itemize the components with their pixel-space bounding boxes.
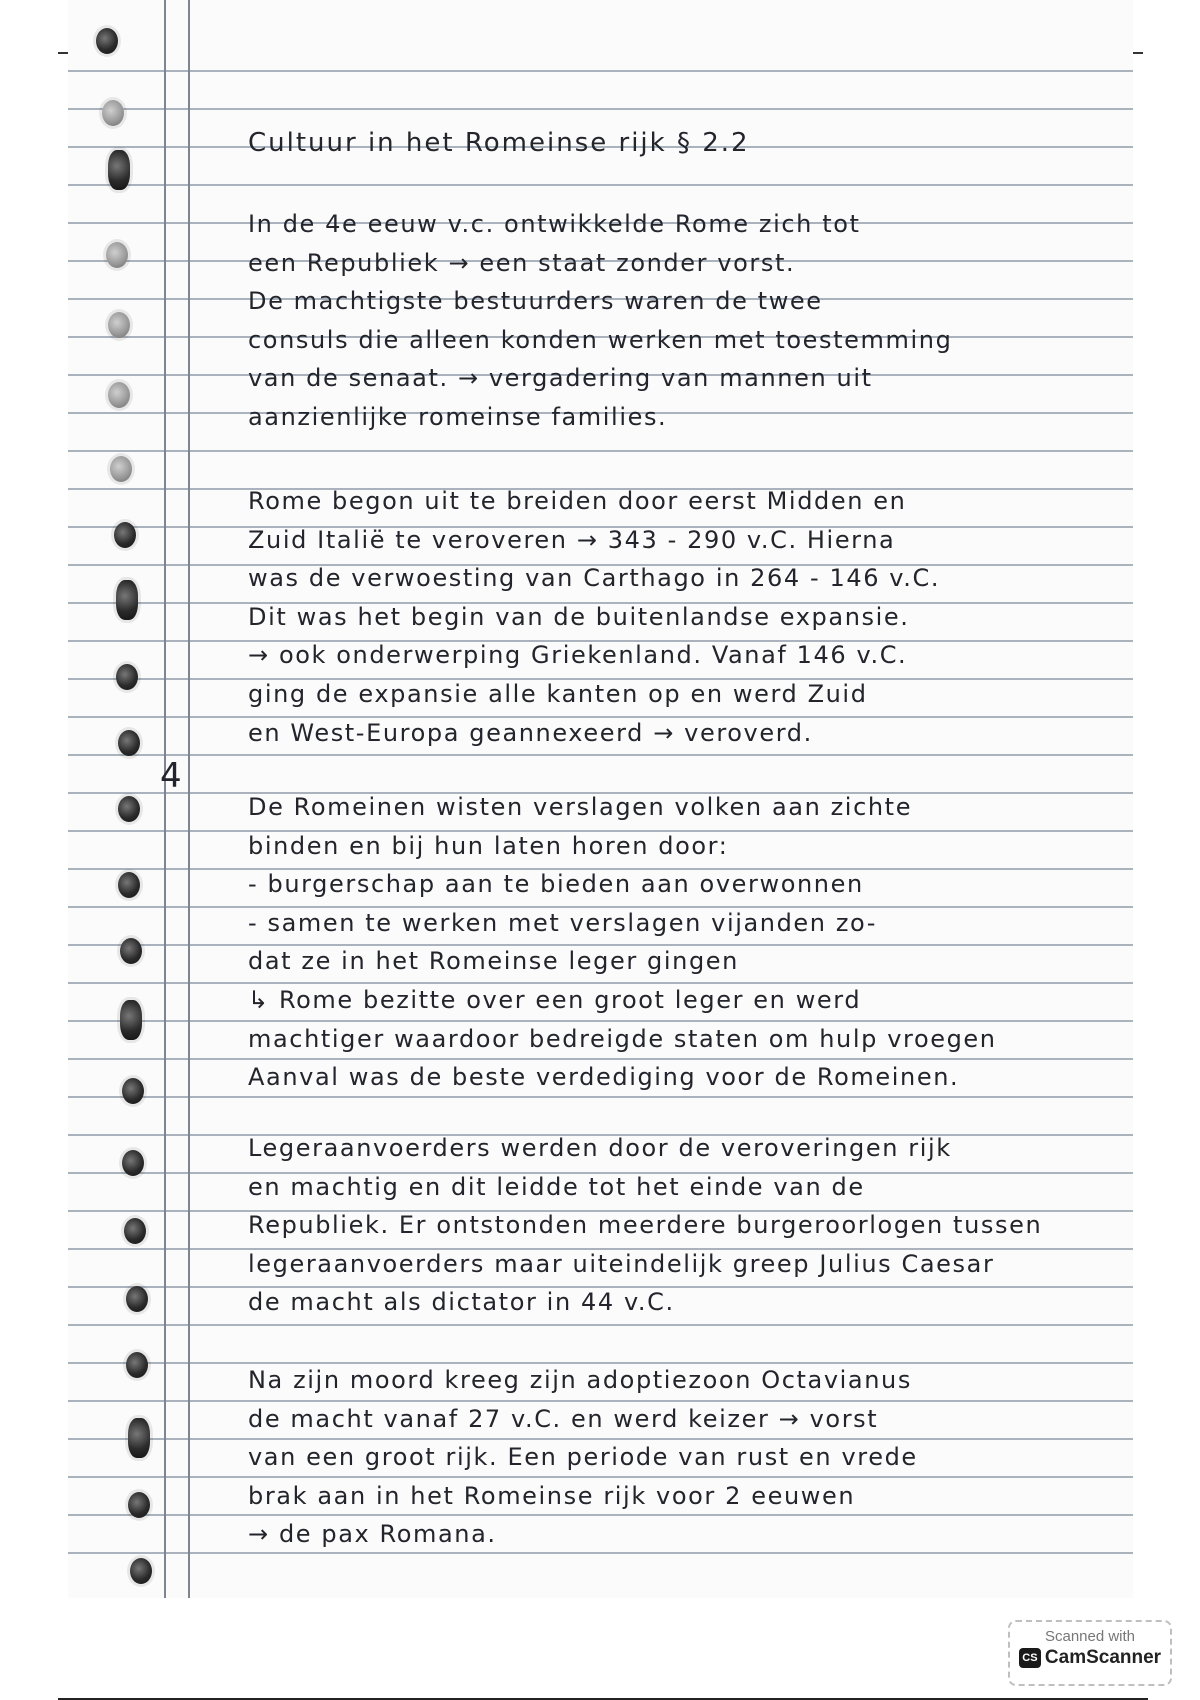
margin-mark: 4 xyxy=(160,756,182,796)
text-line: brak aan in het Romeinse rijk voor 2 eeuwen xyxy=(248,1481,856,1510)
text-line: - burgerschap aan te bieden aan overwonnen xyxy=(248,870,864,899)
text-line: legeraanvoerders maar uiteindelijk greep Julius Caesar xyxy=(248,1249,995,1278)
text-line: en machtig en dit leidde tot het einde van de xyxy=(248,1172,865,1201)
text-line: consuls die alleen konden werken met toestemming xyxy=(248,325,953,354)
text-line: ↳ Rome bezitte over een groot leger en werd xyxy=(248,985,862,1014)
rule-line xyxy=(68,184,1133,186)
binder-hole xyxy=(116,580,138,620)
rule-line xyxy=(68,70,1133,72)
text-line: machtiger waardoor bedreigde staten om hulp vroegen xyxy=(248,1024,997,1053)
text-line: van een groot rijk. Een periode van rust en vrede xyxy=(248,1443,918,1472)
margin-line xyxy=(188,0,190,1598)
binder-hole xyxy=(130,1558,152,1584)
text-line: In de 4e eeuw v.c. ontwikkelde Rome zich tot xyxy=(248,210,861,238)
margin-line xyxy=(164,0,166,1598)
binder-hole xyxy=(118,730,140,756)
binder-hole xyxy=(114,522,136,548)
stamp-brand xyxy=(1010,1647,1170,1669)
text-line: Dit was het begin van de buitenlandse expansie. xyxy=(248,602,910,631)
text-line: binden en bij hun laten horen door: xyxy=(248,831,729,860)
stamp-brand-name: CamScanner xyxy=(1044,1647,1162,1668)
text-line: Na zijn moord kreeg zijn adoptiezoon Octavianus xyxy=(248,1366,912,1394)
text-line: Rome begon uit te breiden door eerst Midden en xyxy=(248,487,907,515)
binder-hole xyxy=(108,312,130,338)
binder-hole xyxy=(118,796,140,822)
binder-hole xyxy=(116,664,138,690)
text-line: Republiek. Er ontstonden meerdere burgeroorlogen tussen xyxy=(248,1211,1043,1240)
text-line: - samen te werken met verslagen vijanden zo- xyxy=(248,908,878,937)
text-line: dat ze in het Romeinse leger gingen xyxy=(248,947,739,976)
edge-tick xyxy=(58,52,68,54)
text-line: en West-Europa geannexeerd → veroverd. xyxy=(248,718,813,747)
paragraph-5 xyxy=(248,1361,1111,1554)
camscanner-stamp xyxy=(1008,1620,1172,1686)
rule-line xyxy=(68,450,1133,452)
binder-hole xyxy=(128,1492,150,1518)
binder-hole xyxy=(118,872,140,898)
text-line: de macht als dictator in 44 v.C. xyxy=(248,1288,675,1317)
rule-line xyxy=(68,108,1133,110)
binder-hole xyxy=(102,100,124,126)
stamp-caption: Scanned with xyxy=(1044,1628,1136,1645)
text-line: De Romeinen wisten verslagen volken aan zichte xyxy=(248,793,913,821)
paragraph-1 xyxy=(248,205,1111,437)
binder-hole xyxy=(120,938,142,964)
text-line: de macht vanaf 27 v.C. en werd keizer → vorst xyxy=(248,1404,879,1433)
paragraph-2 xyxy=(248,482,1111,752)
text-line: Aanval was de beste verdediging voor de Romeinen. xyxy=(248,1063,960,1092)
text-line: De machtigste bestuurders waren de twee xyxy=(248,287,823,316)
binder-hole xyxy=(108,150,130,190)
binder-hole xyxy=(106,242,128,268)
text-line: van de senaat. → vergadering van mannen uit xyxy=(248,364,873,393)
text-line: een Republiek → een staat zonder vorst. xyxy=(248,248,796,277)
camscanner-logo-icon: CS xyxy=(1019,1648,1041,1668)
text-line: aanzienlijke romeinse families. xyxy=(248,402,668,431)
binder-hole xyxy=(126,1352,148,1378)
notebook-page xyxy=(68,0,1133,1598)
binder-hole xyxy=(96,28,118,54)
rule-line xyxy=(68,754,1133,756)
paragraph-3 xyxy=(248,788,1111,1097)
binder-hole xyxy=(122,1150,144,1176)
text-line: Legeraanvoerders werden door de veroveringen rijk xyxy=(248,1134,952,1162)
text-line: ging de expansie alle kanten op en werd Zuid xyxy=(248,679,868,708)
binder-hole xyxy=(126,1286,148,1312)
note-title: Cultuur in het Romeinse rijk § 2.2 xyxy=(248,128,750,158)
paragraph-4 xyxy=(248,1129,1111,1322)
binder-hole xyxy=(128,1418,150,1458)
rule-line xyxy=(68,1324,1133,1326)
binder-hole xyxy=(120,1000,142,1040)
binder-hole xyxy=(110,456,132,482)
binder-hole xyxy=(108,382,130,408)
text-line: → ook onderwerping Griekenland. Vanaf 146 v.C. xyxy=(248,641,908,670)
binder-hole xyxy=(122,1078,144,1104)
binder-hole xyxy=(124,1218,146,1244)
text-line: was de verwoesting van Carthago in 264 - 146 v.C. xyxy=(248,564,941,593)
edge-tick xyxy=(1133,52,1143,54)
text-line: → de pax Romana. xyxy=(248,1520,497,1549)
text-line: Zuid Italië te veroveren → 343 - 290 v.C. Hierna xyxy=(248,525,896,554)
